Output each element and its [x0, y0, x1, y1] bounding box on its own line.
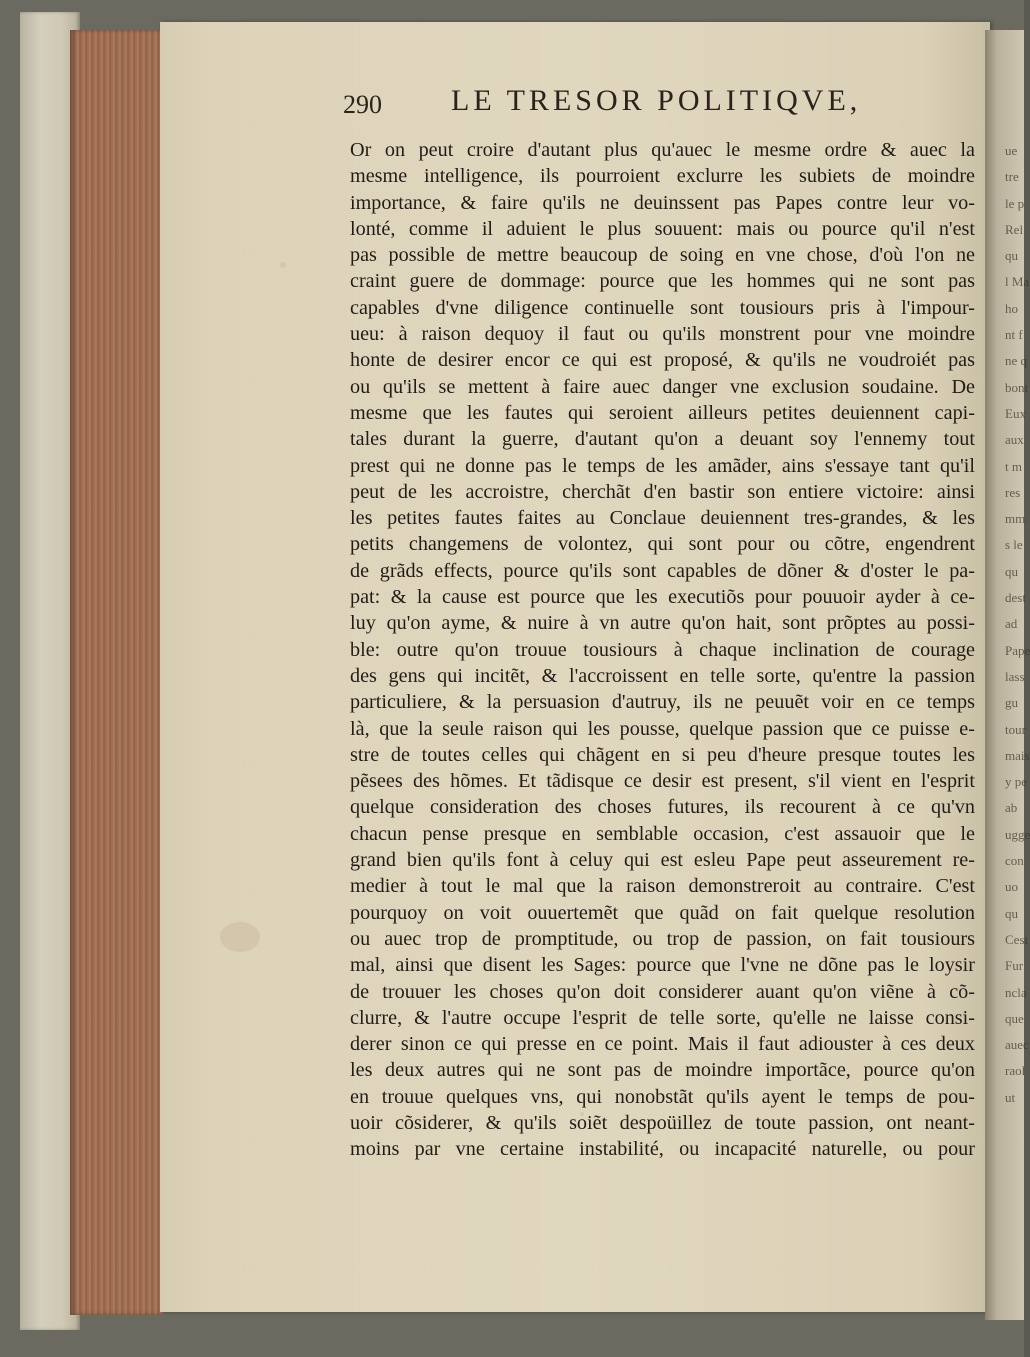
facing-page-fragment: auec: [1005, 1037, 1029, 1053]
paper-spot: [280, 262, 286, 268]
facing-page-fragment: gu: [1005, 695, 1018, 711]
text-line: les deux autres qui ne sont pas de moindre importãce, pource qu'on: [350, 1059, 975, 1082]
page-fore-edge: [70, 30, 162, 1315]
body-text: [350, 137, 975, 1163]
text-line: mesme que les fautes qui seroient ailleurs petites deuiennent capi-: [350, 401, 975, 424]
text-line: lonté, comme il aduient le plus souuent: mais ou pource qu'il n'est: [350, 217, 975, 240]
text-line: tales durant la guerre, d'autant qu'on a deuant soy l'ennemy tout: [350, 428, 975, 451]
facing-page-fragment: ne q: [1005, 353, 1028, 369]
text-line: Or on peut croire d'autant plus qu'auec le mesme ordre & auec la: [350, 139, 975, 161]
text-line: pas possible de mettre beaucoup de soing en vne chose, d'où l'on ne: [350, 244, 975, 267]
text-line: les petites fautes faites au Conclaue deuiennent tres-grandes, & les: [350, 507, 975, 530]
text-line: de trouuer les choses qu'on doit considerer auant qu'on viẽne à cõ-: [350, 980, 975, 1003]
facing-page-fragment: s le: [1005, 537, 1023, 553]
facing-page-fragment: mais: [1005, 747, 1030, 763]
text-line: de grãds effects, pource qu'ils sont capables de dõner & d'oster le pa-: [350, 559, 975, 582]
facing-page-fragment: y pe: [1005, 774, 1028, 790]
facing-page-fragment: qu: [1005, 248, 1018, 264]
facing-page-fragment: l Ma: [1005, 274, 1030, 290]
facing-page-fragment: Fur: [1005, 958, 1024, 974]
facing-page-fragment: ut: [1005, 1089, 1016, 1105]
facing-page-fragment: tour: [1005, 721, 1026, 737]
text-line: petits changemens de volontez, qui sont pour ou cõtre, engendrent: [350, 533, 975, 556]
facing-page-edge: [985, 30, 1030, 1320]
facing-page-fragment: ncla: [1005, 984, 1027, 1000]
text-line: en trouue quelques vns, qui nonobstãt qu'ils ayent le temps de pou-: [350, 1085, 975, 1108]
running-head: [343, 84, 903, 124]
facing-page-fragment: ho: [1005, 300, 1018, 316]
facing-page-fragment: mm: [1005, 511, 1026, 527]
text-line: prest qui ne donne pas le temps de les amãder, ains s'essaye tant qu'il: [350, 454, 975, 477]
text-line: uoir cõsiderer, & qu'ils soiẽt despoüillez de toute passion, ont neant-: [350, 1111, 975, 1134]
facing-page-fragment: res: [1005, 484, 1021, 500]
facing-page-fragment: bont: [1005, 379, 1029, 395]
facing-page-fragment: qu: [1005, 905, 1018, 921]
text-line: peut de les accroistre, cherchãt d'en bastir son entiere victoire: ainsi: [350, 480, 975, 503]
facing-page-fragment: Pape: [1005, 642, 1030, 658]
facing-page-fragment: dest: [1005, 590, 1026, 606]
text-line: particuliere, & la persuasion d'autruy, ils ne peuuẽt voir en ce temps: [350, 691, 975, 714]
text-line: medier à tout le mal que la raison demonstreroit au contraire. C'est: [350, 875, 975, 898]
text-line: ueu: à raison dequoy il faut ou qu'ils monstrent pour vne moindre: [350, 323, 975, 346]
facing-page-fragment: ugge: [1005, 826, 1030, 842]
facing-page-fragment: con: [1005, 853, 1024, 869]
text-line: pẽsees des hõmes. Et tãdisque ce desir est present, s'il vient en l'esprit: [350, 770, 975, 793]
text-line: ble: outre qu'on trouue tousiours à chaque inclination de courage: [350, 638, 975, 661]
facing-page-fragment: que: [1005, 1010, 1024, 1026]
facing-page-fragment: Cest: [1005, 931, 1029, 947]
facing-page-fragment: nt f: [1005, 327, 1023, 343]
text-line: clurre, & l'autre occupe l'esprit de telle sorte, qu'elle ne laisse consi-: [350, 1006, 975, 1029]
facing-page-fragment: ue: [1005, 143, 1018, 158]
facing-page-fragments: [985, 138, 1030, 1111]
text-line: craint guere de dommage: pource que les hommes qui ne sont pas: [350, 270, 975, 293]
text-line: grand bien qu'ils font à celuy qui est esleu Pape peut asseurement re-: [350, 849, 975, 872]
text-line: mesme intelligence, ils pourroient exclurre les subiets de moindre: [350, 165, 975, 188]
text-line: pourquoy on voit ouuertemẽt que quãd on fait quelque resolution: [350, 901, 975, 924]
text-line: honte de desirer encor ce qui est proposé, & qu'ils ne voudroiét pas: [350, 349, 975, 372]
text-line: mal, ainsi que disent les Sages: pource que l'vne ne dõne pas le loysir: [350, 954, 975, 977]
text-line: capables d'vne diligence continuelle sont tousiours pris à l'impour-: [350, 296, 975, 319]
paper-stain: [220, 922, 260, 952]
facing-page-fragment: qu: [1005, 563, 1018, 579]
text-line: moins par vne certaine instabilité, ou incapacité naturelle, ou pour: [350, 1138, 975, 1161]
text-line: importance, & faire qu'ils ne deuinssent pas Papes contre leur vo-: [350, 191, 975, 214]
facing-page-fragment: raol: [1005, 1063, 1026, 1079]
facing-page-fragment: t m: [1005, 458, 1022, 474]
facing-page-fragment: le p: [1005, 195, 1025, 211]
text-line: ou qu'ils se mettent à faire auec danger vne exclusion soudaine. De: [350, 375, 975, 398]
text-line: derer sinon ce qui presse en ce point. Mais il faut adiouster à ces deux: [350, 1033, 975, 1056]
facing-page-fragment: uo: [1005, 879, 1018, 895]
facing-page-fragment: Rel: [1005, 221, 1024, 237]
running-title: LE TRESOR POLITIQVE,: [451, 84, 862, 117]
facing-page-fragment: ab: [1005, 800, 1018, 816]
text-line: quelque consideration des choses futures, ils recourent à ce qu'vn: [350, 796, 975, 819]
text-line: pat: & la cause est pource que les executiõs pour pouuoir ayder à ce-: [350, 586, 975, 609]
page-number: 290: [343, 90, 382, 119]
facing-page-fragment: lass: [1005, 668, 1025, 684]
facing-page-fragment: aux: [1005, 432, 1024, 448]
facing-page-fragment: tre: [1005, 169, 1019, 185]
text-line: là, que la seule raison qui les pousse, quelque passion que ce puisse e-: [350, 717, 975, 740]
text-line: stre de toutes celles qui chãgent en si peu d'heure presque toutes les: [350, 743, 975, 766]
facing-page-fragment: ad: [1005, 616, 1018, 632]
text-line: des gens qui incitẽt, & l'accroissent en telle sorte, qu'entre la passion: [350, 664, 975, 687]
facing-page-fragment: Eux: [1005, 405, 1026, 421]
text-line: ou auec trop de promptitude, ou trop de passion, on fait tousiours: [350, 927, 975, 950]
text-line: chacun pense presque en semblable occasion, c'est assauoir que le: [350, 822, 975, 845]
text-line: luy qu'on ayme, & nuire à vn autre qu'on hait, sont prõptes au possi-: [350, 612, 975, 635]
